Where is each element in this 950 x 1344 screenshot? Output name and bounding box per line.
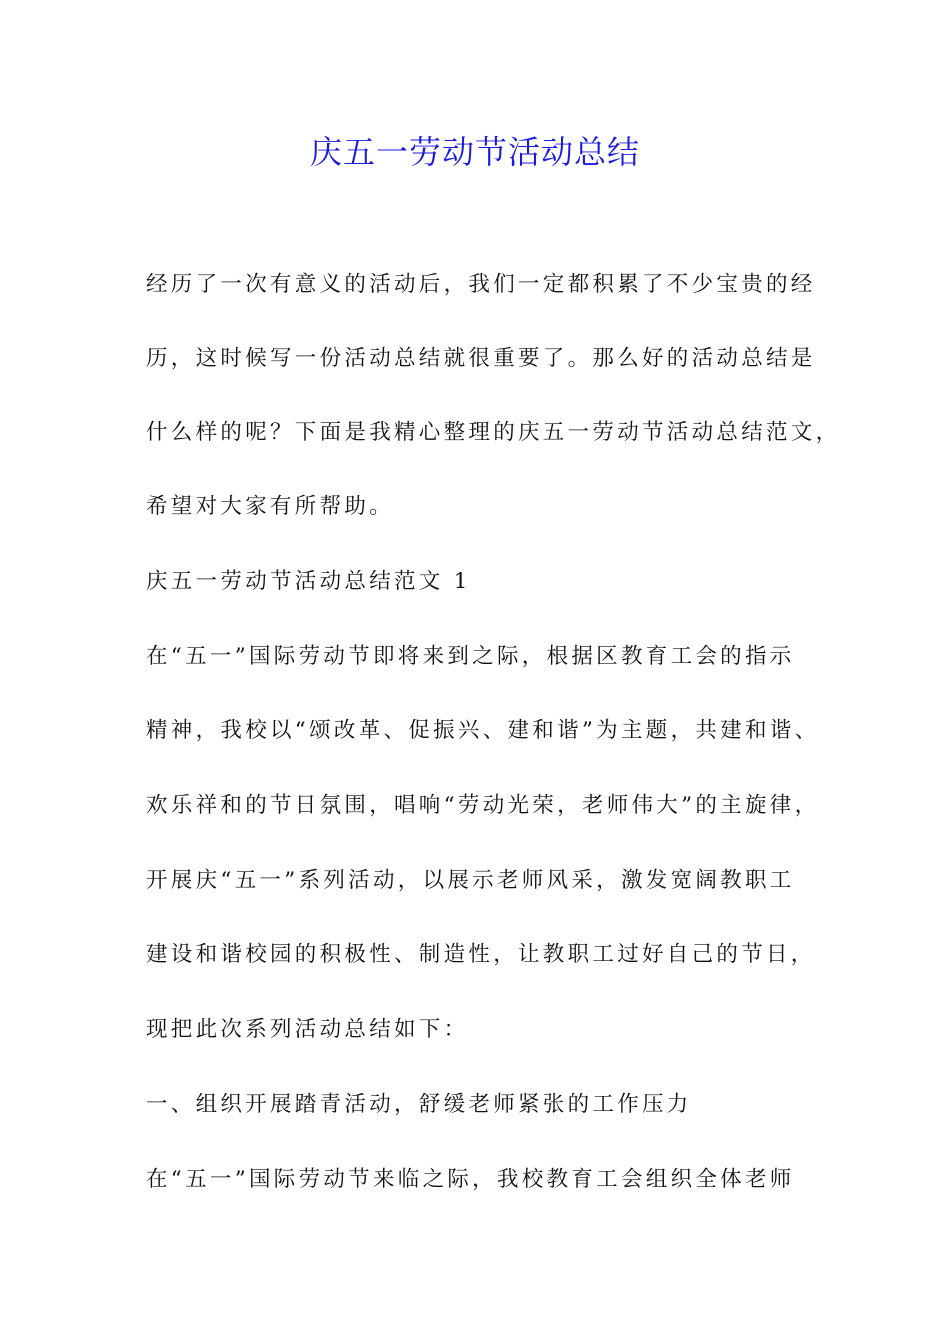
body-line-1: 在“五一”国际劳动节即将来到之际，根据区教育工会的指示 xyxy=(146,644,795,669)
subheading-1: 一、组织开展踏青活动，舒缓老师紧张的工作压力 xyxy=(146,1092,692,1117)
body-line-2: 精神，我校以“颂改革、促振兴、建和谐”为主题，共建和谐、 xyxy=(146,718,820,743)
section-heading: 庆五一劳动节活动总结范文 1 xyxy=(146,569,471,594)
body-line-6: 现把此次系列活动总结如下： xyxy=(146,1017,469,1042)
intro-line-3: 什么样的呢？下面是我精心整理的庆五一劳动节活动总结范文， xyxy=(146,420,841,445)
body-line-3: 欢乐祥和的节日氛围，唱响“劳动光荣，老师伟大”的主旋律， xyxy=(146,793,820,818)
document-title: 庆五一劳动节活动总结 xyxy=(309,133,640,171)
body-line-7: 在“五一”国际劳动节来临之际，我校教育工会组织全体老师 xyxy=(146,1167,795,1192)
intro-line-1: 经历了一次有意义的活动后，我们一定都积累了不少宝贵的经 xyxy=(146,272,816,297)
body-line-5: 建设和谐校园的积极性、制造性，让教职工过好自己的节日， xyxy=(146,942,816,967)
intro-line-2: 历，这时候写一份活动总结就很重要了。那么好的活动总结是 xyxy=(146,346,816,371)
body-line-4: 开展庆“五一”系列活动，以展示老师风采，激发宽阔教职工 xyxy=(146,868,795,893)
intro-line-4: 希望对大家有所帮助。 xyxy=(146,494,395,519)
